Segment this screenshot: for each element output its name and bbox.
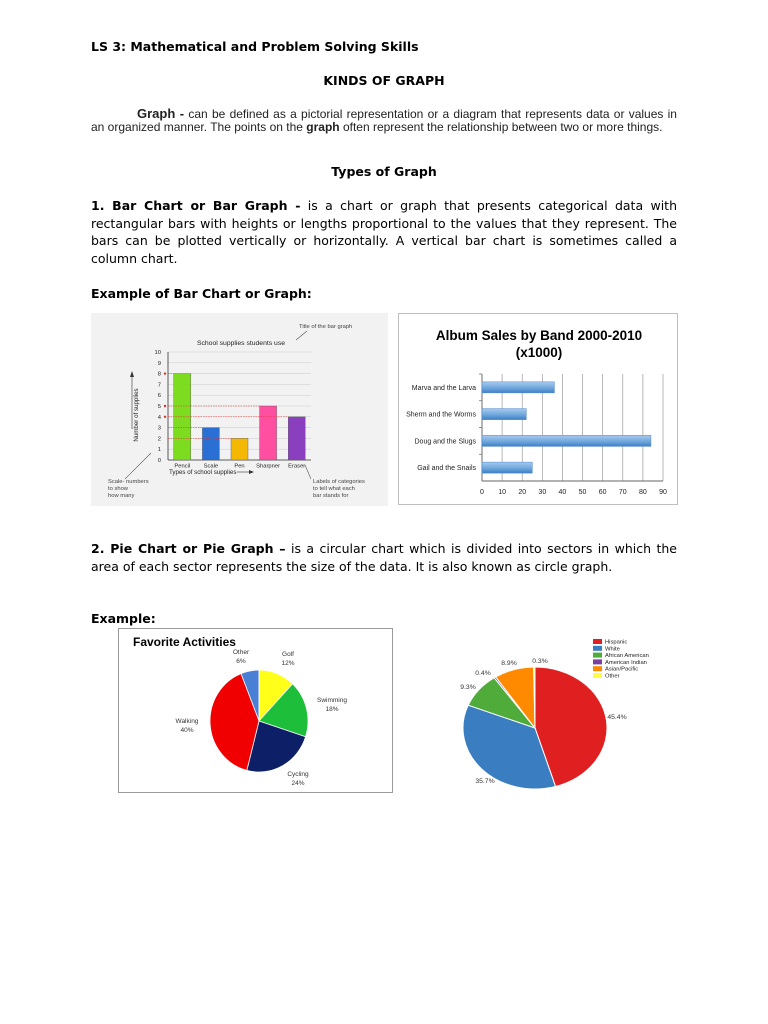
- bar1-y-tick: 6: [157, 393, 161, 400]
- bar2-x-tick: 50: [578, 489, 587, 496]
- favorite-activities-pie-chart: [119, 629, 392, 792]
- favorite-activities-figure: [118, 628, 393, 793]
- pie1-label: Swimming: [317, 697, 347, 704]
- bar2-bar: [482, 462, 532, 473]
- pie-chart-lead: 2. Pie Chart or Pie Graph –: [91, 541, 286, 556]
- pie1-label: 40%: [180, 727, 194, 734]
- bar1-scale-marker: [164, 405, 166, 407]
- bar1-scale-marker: [164, 372, 166, 374]
- pie1-label: 24%: [291, 780, 305, 787]
- bar2-x-tick: 0: [480, 489, 484, 496]
- pie1-title: Favorite Activities: [133, 635, 236, 649]
- bar1-y-tick: 5: [157, 404, 161, 410]
- demographics-pie-chart: [445, 630, 707, 795]
- pie2-label: 0.3%: [532, 658, 548, 665]
- bar1-category-label: Pen: [234, 463, 245, 470]
- bar2-x-tick: 10: [498, 489, 507, 496]
- bar1-y-tick: 9: [157, 360, 161, 367]
- bar1-scale-note-2: to show: [108, 486, 128, 492]
- bar1-y-tick: 0: [157, 458, 161, 464]
- bar1-y-tick: 3: [157, 425, 161, 432]
- pie1-label: Golf: [282, 651, 294, 658]
- bar2-category-label: Sherm and the Worms: [406, 411, 476, 419]
- pie2-label: 45.4%: [607, 714, 627, 721]
- intro-text-b: often represent the relationship between two or more things.: [339, 120, 663, 134]
- bar1-y-tick: 1: [157, 447, 161, 454]
- bar-example-heading: Example of Bar Chart or Graph:: [91, 286, 312, 301]
- pie2-label: 35.7%: [475, 778, 495, 785]
- pie2-label: 0.4%: [475, 670, 491, 677]
- pie2-legend-swatch: [593, 653, 602, 658]
- course-title: LS 3: Mathematical and Problem Solving Skills: [91, 39, 419, 54]
- school-supplies-figure: [91, 313, 388, 506]
- bar2-category-label: Marva and the Larva: [411, 384, 476, 392]
- pie-chart-paragraph: [91, 540, 677, 575]
- pie-example-heading: Example:: [91, 611, 156, 626]
- bar-chart-paragraph: [91, 197, 677, 267]
- pie2-legend-label: African American: [605, 653, 649, 660]
- pie2-legend-label: Hispanic: [605, 639, 628, 646]
- bar2-x-tick: 60: [598, 489, 607, 496]
- bar1-scale-note-1: Scale- numbers: [108, 479, 149, 485]
- bar2-x-tick: 20: [518, 489, 527, 496]
- pie2-legend-swatch: [593, 659, 602, 664]
- bar1-ylabel: Number of supplies: [133, 388, 140, 442]
- bar2-bar: [482, 435, 651, 446]
- page-title: KINDS OF GRAPH: [323, 73, 445, 88]
- bar1-category-label: Pencil: [174, 463, 191, 470]
- bar1-labels-note-2: to tell what each: [313, 486, 355, 492]
- pie2-legend-label: American Indian: [605, 659, 647, 666]
- pie2-legend-label: Other: [605, 673, 620, 680]
- bar1-bar: [231, 438, 248, 460]
- pie2-label: 9.3%: [460, 684, 476, 691]
- bar1-category-label: Scale: [203, 463, 219, 470]
- pie2-legend-swatch: [593, 673, 602, 678]
- school-supplies-bar-chart: [91, 313, 388, 506]
- bar1-labels-note-1: Labels of categories: [313, 479, 365, 485]
- bar2-bar: [482, 409, 526, 420]
- pie2-legend-swatch: [593, 639, 602, 644]
- bar1-y-tick: 7: [157, 382, 161, 389]
- bar2-x-tick: 80: [638, 489, 647, 496]
- bar1-y-tick: 8: [157, 371, 161, 378]
- pie1-label: Cycling: [287, 771, 309, 778]
- bar1-labels-note-3: bar stands for: [313, 493, 349, 499]
- intro-term: Graph -: [137, 106, 185, 121]
- pie2-legend-label: Asian/Pacific: [605, 666, 639, 673]
- pie-chart-text: is a circular chart which is divided into sectors in which the area of each sector represents the size of the data. It is also known as circle graph.: [91, 541, 677, 574]
- bar2-x-tick: 70: [618, 489, 627, 496]
- bar1-y-tick: 4: [157, 414, 161, 421]
- bar2-category-label: Doug and the Slugs: [414, 438, 476, 446]
- bar2-subtitle: (x1000): [515, 345, 563, 360]
- pie2-legend-swatch: [593, 646, 602, 651]
- pie1-label: 6%: [236, 658, 246, 665]
- bar1-y-tick: 2: [157, 436, 161, 443]
- intro-text-a: can be defined as a pictorial representation or a diagram that represents data or values in an organized manner. The points on the: [91, 107, 677, 134]
- demographics-figure: [445, 630, 707, 795]
- bar1-scale-marker: [164, 416, 166, 418]
- bar1-category-label: Sharpner: [256, 463, 281, 470]
- bar1-category-label: Eraser: [288, 463, 306, 470]
- pie1-label: 12%: [281, 660, 295, 667]
- bar2-title: Album Sales by Band 2000-2010: [435, 328, 643, 343]
- pie1-label: 18%: [325, 706, 339, 713]
- pie2-legend-label: White: [605, 646, 620, 653]
- bar2-bar: [482, 382, 554, 393]
- bar-chart-lead: 1. Bar Chart or Bar Graph -: [91, 198, 301, 213]
- bar1-y-tick: 10: [154, 350, 161, 356]
- pie1-label: Walking: [175, 718, 199, 725]
- bar1-bar: [202, 428, 219, 460]
- pie2-legend-swatch: [593, 666, 602, 671]
- bar1-bar: [260, 406, 277, 460]
- pie1-label: Other: [232, 649, 250, 656]
- bar1-title: School supplies students use: [196, 340, 286, 347]
- bar2-category-label: Gail and the Snails: [417, 465, 476, 473]
- intro-term2: graph: [306, 120, 340, 134]
- bar1-title-note: Title of the bar graph: [299, 324, 353, 330]
- bar-chart-text: is a chart or graph that presents categorical data with rectangular bars with heights or lengths proportional to the values that they represent. The bars can be plotted vertically or horizontally. A vertical bar chart is sometimes called a column chart.: [91, 198, 677, 266]
- types-heading: Types of Graph: [331, 164, 437, 179]
- bar1-bar: [288, 417, 305, 460]
- pie2-label: 8.9%: [501, 660, 517, 667]
- bar2-x-tick: 90: [659, 489, 667, 496]
- bar1-scale-note-3: how many: [108, 493, 135, 499]
- bar1-xlabel: Types of school supplies: [169, 469, 237, 476]
- bar2-x-tick: 30: [538, 489, 547, 496]
- album-sales-bar-chart: [399, 314, 677, 504]
- bar2-x-tick: 40: [558, 489, 567, 496]
- album-sales-figure: [398, 313, 678, 505]
- intro-paragraph: [91, 107, 677, 134]
